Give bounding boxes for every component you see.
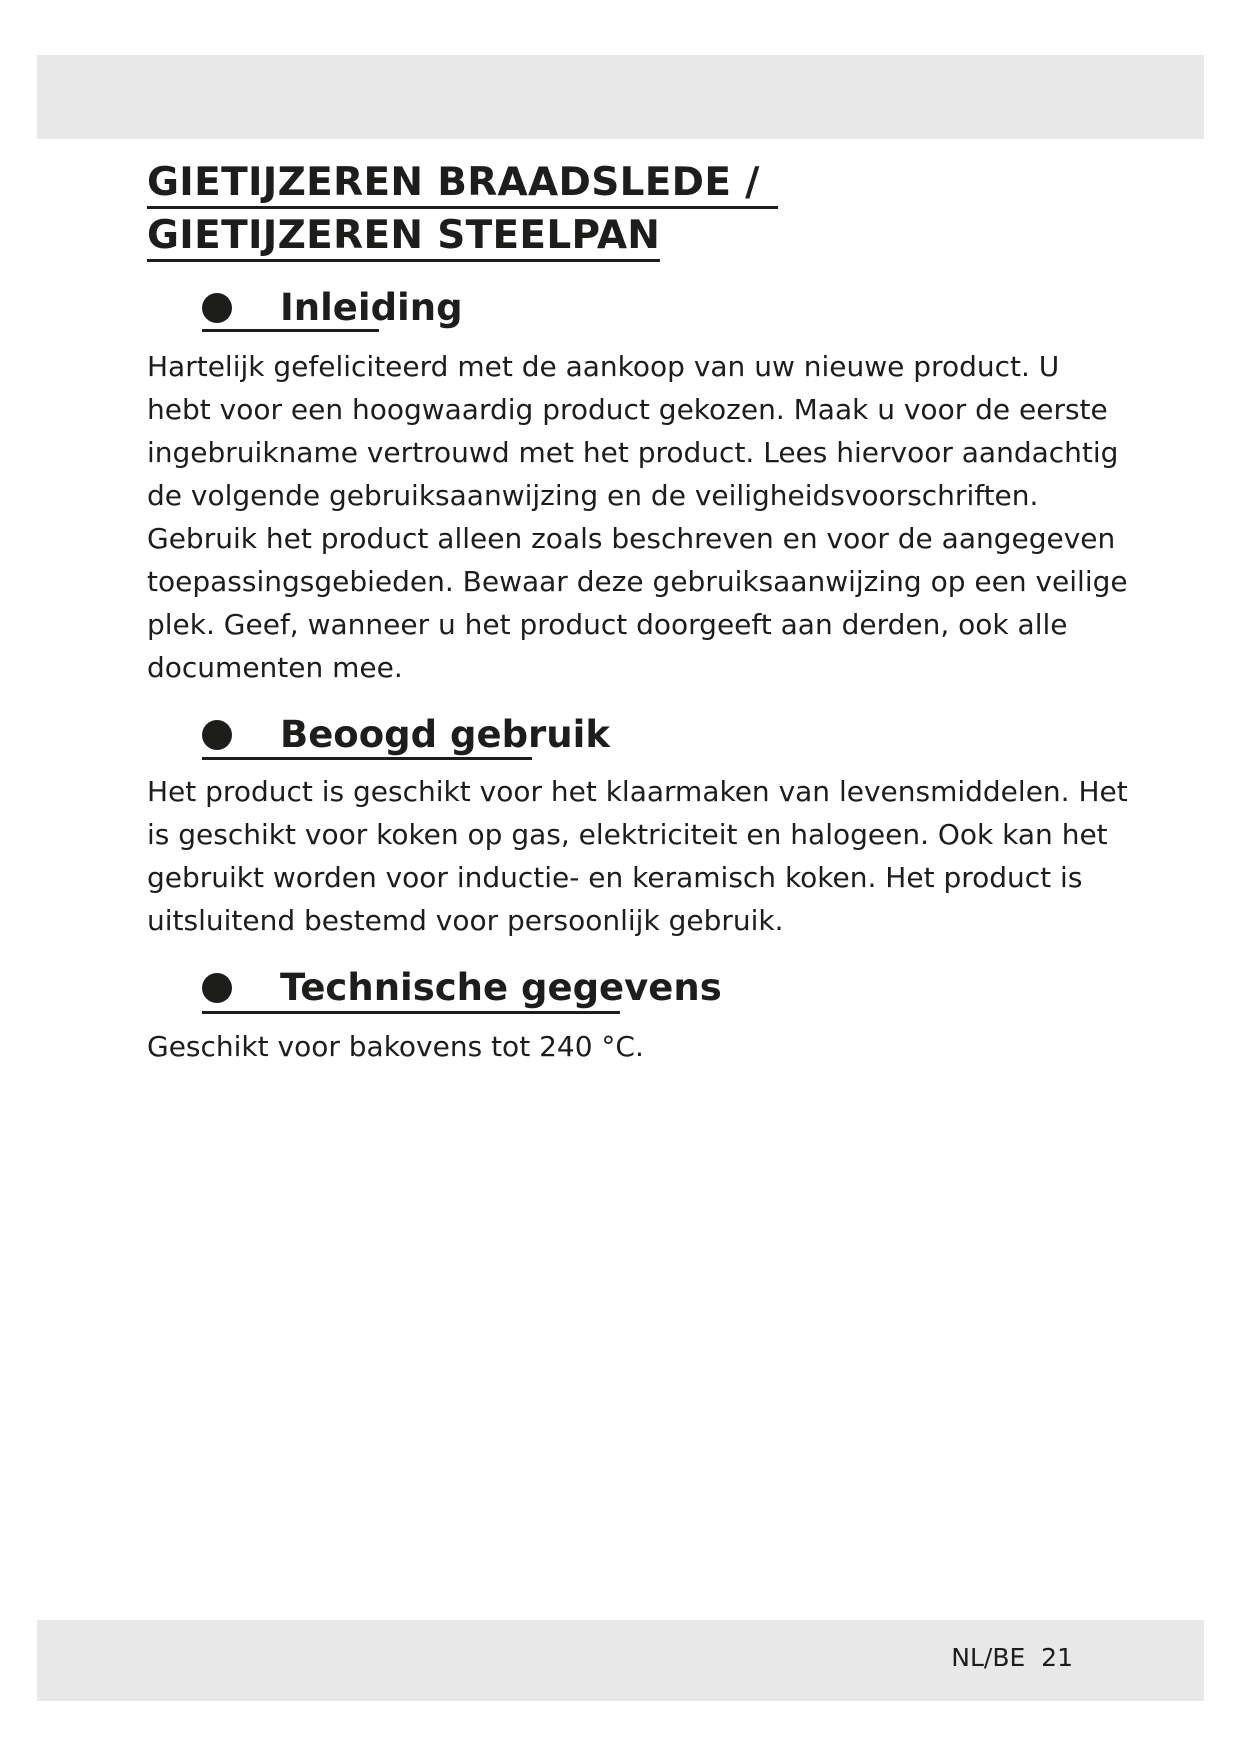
body-line: gebruikt worden voor inductie- en keramisch koken. Het product is xyxy=(147,861,1083,894)
section-heading-underline xyxy=(202,1011,620,1014)
title-line-1: GIETIJZEREN BRAADSLEDE / xyxy=(147,160,778,209)
body-line: Geschikt voor bakovens tot 240 °C. xyxy=(147,1030,644,1063)
body-line: de volgende gebruiksaanwijzing en de veiligheidsvoorschriften. xyxy=(147,479,1039,512)
bullet-icon xyxy=(202,293,232,323)
section-heading-label: Technische gegevens xyxy=(280,966,722,1009)
section-body-inleiding xyxy=(147,345,1128,689)
body-line: toepassingsgebieden. Bewaar deze gebruiksaanwijzing op een veilige xyxy=(147,565,1128,598)
section-heading-label: Inleiding xyxy=(280,286,463,329)
document-title xyxy=(147,160,778,262)
section-body-technische-gegevens xyxy=(147,1025,1107,1068)
body-line: is geschikt voor koken op gas, elektriciteit en halogeen. Ook kan het xyxy=(147,818,1108,851)
body-line: hebt voor een hoogwaardig product gekozen. Maak u voor de eerste xyxy=(147,393,1108,426)
section-heading-technische-gegevens xyxy=(202,965,722,1011)
section-body-beoogd-gebruik xyxy=(147,770,1128,942)
bullet-icon xyxy=(202,973,232,1003)
section-heading-underline xyxy=(202,757,532,760)
body-line: uitsluitend bestemd voor persoonlijk gebruik. xyxy=(147,904,784,937)
body-line: documenten mee. xyxy=(147,651,403,684)
body-line: plek. Geef, wanneer u het product doorgeeft aan derden, ook alle xyxy=(147,608,1068,641)
header-band xyxy=(37,55,1204,139)
body-line: Het product is geschikt voor het klaarmaken van levensmiddelen. Het xyxy=(147,775,1128,808)
body-line: Gebruik het product alleen zoals beschreven en voor de aangegeven xyxy=(147,522,1116,555)
body-line: ingebruikname vertrouwd met het product. Lees hiervoor aandachtig xyxy=(147,436,1119,469)
section-heading-beoogd-gebruik xyxy=(202,712,610,758)
section-heading-label: Beoogd gebruik xyxy=(280,713,610,756)
title-line-2: GIETIJZEREN STEELPAN xyxy=(147,213,660,262)
bullet-icon xyxy=(202,720,232,750)
section-heading-inleiding xyxy=(202,285,463,331)
section-heading-underline xyxy=(202,329,379,332)
page-number: NL/BE 21 xyxy=(951,1643,1073,1672)
body-line: Hartelijk gefeliciteerd met de aankoop van uw nieuwe product. U xyxy=(147,350,1060,383)
